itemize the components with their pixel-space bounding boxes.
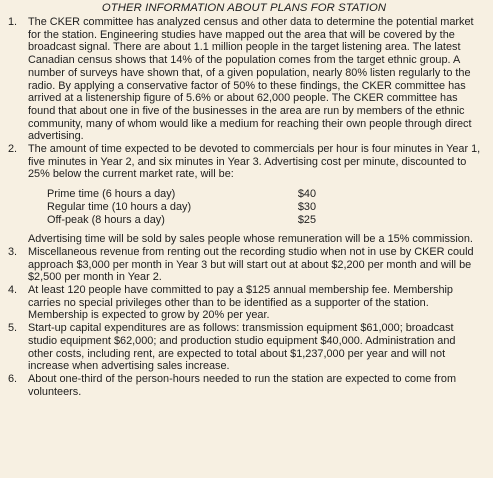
item-body: [28, 373, 481, 398]
rate-value: $25: [297, 213, 316, 226]
item-text: At least 120 people have committed to pay a $125 annual membership fee. Membership carries no special privileges other than to be identified as a supporter of the station. Membership is expected to grow by 20% per year.: [28, 284, 453, 322]
list-item-6: [7, 373, 481, 398]
list-item-3: [7, 246, 481, 284]
page-title: OTHER INFORMATION ABOUT PLANS FOR STATION: [101, 2, 387, 14]
rate-row-prime: [47, 188, 316, 201]
information-list: [7, 16, 481, 398]
list-item-2: [7, 143, 481, 246]
item-text: The amount of time expected to be devoted to commercials per hour is four minutes in Year 1, five minutes in Year 2, and six minutes in Year 3. Advertising cost per minute, discounted to 25% below the current market rate, will be:: [28, 143, 481, 181]
item-text-after: Advertising time will be sold by sales people whose remuneration will be a 15% commission.: [28, 233, 473, 246]
item-number: 4.: [8, 284, 18, 297]
item-text: The CKER committee has analyzed census and other data to determine the potential market for the station. Engineering studies have mapped out the area that will be covered by the broadcast signal. There are about 1.1 million people in the target listening area. The latest Canadian census shows that 14% of the population comes from the target ethnic group. A number of surveys have shown that, of a given population, nearly 80% listen regularly to the radio. By applying a conservative factor of 50% to these findings, the CKER committee has arrived at a listenership figure of 5.6% or about 62,000 people. The CKER committee has found that about one in five of the businesses in the area are run by members of the ethnic community, many of whom would like a medium for reaching their own people through direct advertising.: [28, 16, 474, 143]
rate-row-offpeak: [47, 214, 316, 227]
item-text: About one-third of the person-hours needed to run the station are expected to come from volunteers.: [28, 372, 457, 398]
advertising-rates-table: [28, 188, 481, 226]
item-body: [28, 246, 481, 284]
rate-value: $30: [297, 200, 316, 213]
item-number: 2.: [8, 143, 18, 156]
rate-row-regular: [47, 201, 316, 214]
item-body: [28, 284, 481, 322]
item-number: 1.: [8, 16, 18, 28]
rate-label: Regular time (10 hours a day): [47, 200, 192, 213]
item-body: [28, 16, 481, 143]
item-text: Start-up capital expenditures are as follows: transmission equipment $61,000; broadcast studio equipment $62,000; and production studio equipment $40,000. Administration and other costs, including rent, are expected to total about $1,237,000 per year and will not increase when advertising sales increase.: [28, 322, 456, 373]
item-body: [28, 322, 481, 373]
rate-value: $40: [297, 188, 316, 201]
rate-label: Prime time (6 hours a day): [47, 188, 176, 201]
rate-label: Off-peak (8 hours a day): [47, 213, 165, 226]
item-number: 5.: [8, 322, 18, 335]
item-number: 3.: [8, 245, 18, 258]
item-text: Miscellaneous revenue from renting out the recording studio when not in use by CKER could approach $3,000 per month in Year 3 but will start out at about $2,200 per month and will be $2,500 per month in Year 2.: [28, 245, 474, 284]
list-item-4: [7, 284, 481, 322]
list-item-1: [7, 16, 481, 143]
item-body: [28, 143, 481, 246]
list-item-5: [7, 322, 481, 373]
item-number: 6.: [8, 372, 18, 385]
